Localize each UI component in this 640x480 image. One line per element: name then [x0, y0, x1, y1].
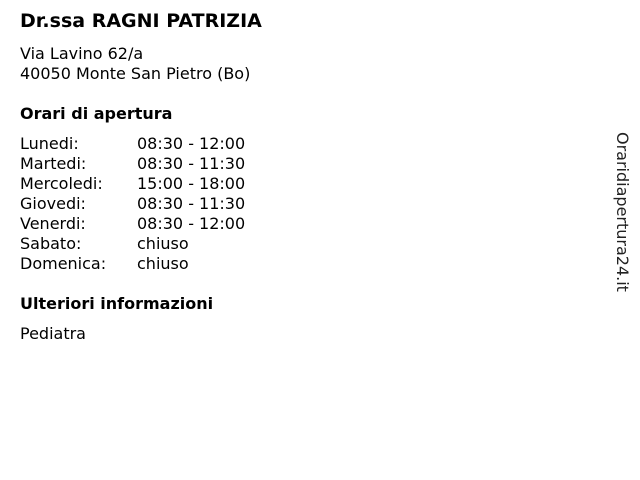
time-value: chiuso: [137, 234, 189, 253]
time-value: 08:30 - 11:30: [137, 194, 246, 213]
opening-hours-table: [20, 134, 245, 274]
time-value: 08:30 - 12:00: [137, 134, 246, 153]
hours-row-saturday: [20, 234, 245, 254]
hours-row-wednesday: [20, 174, 245, 194]
day-label: Martedi:: [20, 154, 87, 173]
address-city: 40050 Monte San Pietro (Bo): [20, 64, 251, 83]
hours-row-thursday: [20, 194, 245, 214]
time-value: chiuso: [137, 254, 189, 273]
day-label: Giovedi:: [20, 194, 86, 213]
address: [20, 44, 250, 84]
day-label: Lunedi:: [20, 134, 79, 153]
day-label: Mercoledi:: [20, 174, 103, 193]
time-value: 15:00 - 18:00: [137, 174, 246, 193]
hours-row-monday: [20, 134, 245, 154]
hours-row-friday: [20, 214, 245, 234]
specialty-text: Pediatra: [20, 324, 86, 343]
watermark-text: Oraridiapertura24.it: [613, 132, 632, 292]
time-value: 08:30 - 11:30: [137, 154, 246, 173]
hours-row-tuesday: [20, 154, 245, 174]
time-value: 08:30 - 12:00: [137, 214, 246, 233]
day-label: Domenica:: [20, 254, 107, 273]
hours-row-sunday: [20, 254, 245, 274]
opening-hours-heading: Orari di apertura: [20, 104, 173, 123]
day-label: Sabato:: [20, 234, 82, 253]
page-title: Dr.ssa RAGNI PATRIZIA: [20, 10, 262, 32]
watermark: [612, 132, 634, 310]
address-street: Via Lavino 62/a: [20, 44, 144, 63]
more-info-heading: Ulteriori informazioni: [20, 294, 214, 313]
day-label: Venerdi:: [20, 214, 86, 233]
